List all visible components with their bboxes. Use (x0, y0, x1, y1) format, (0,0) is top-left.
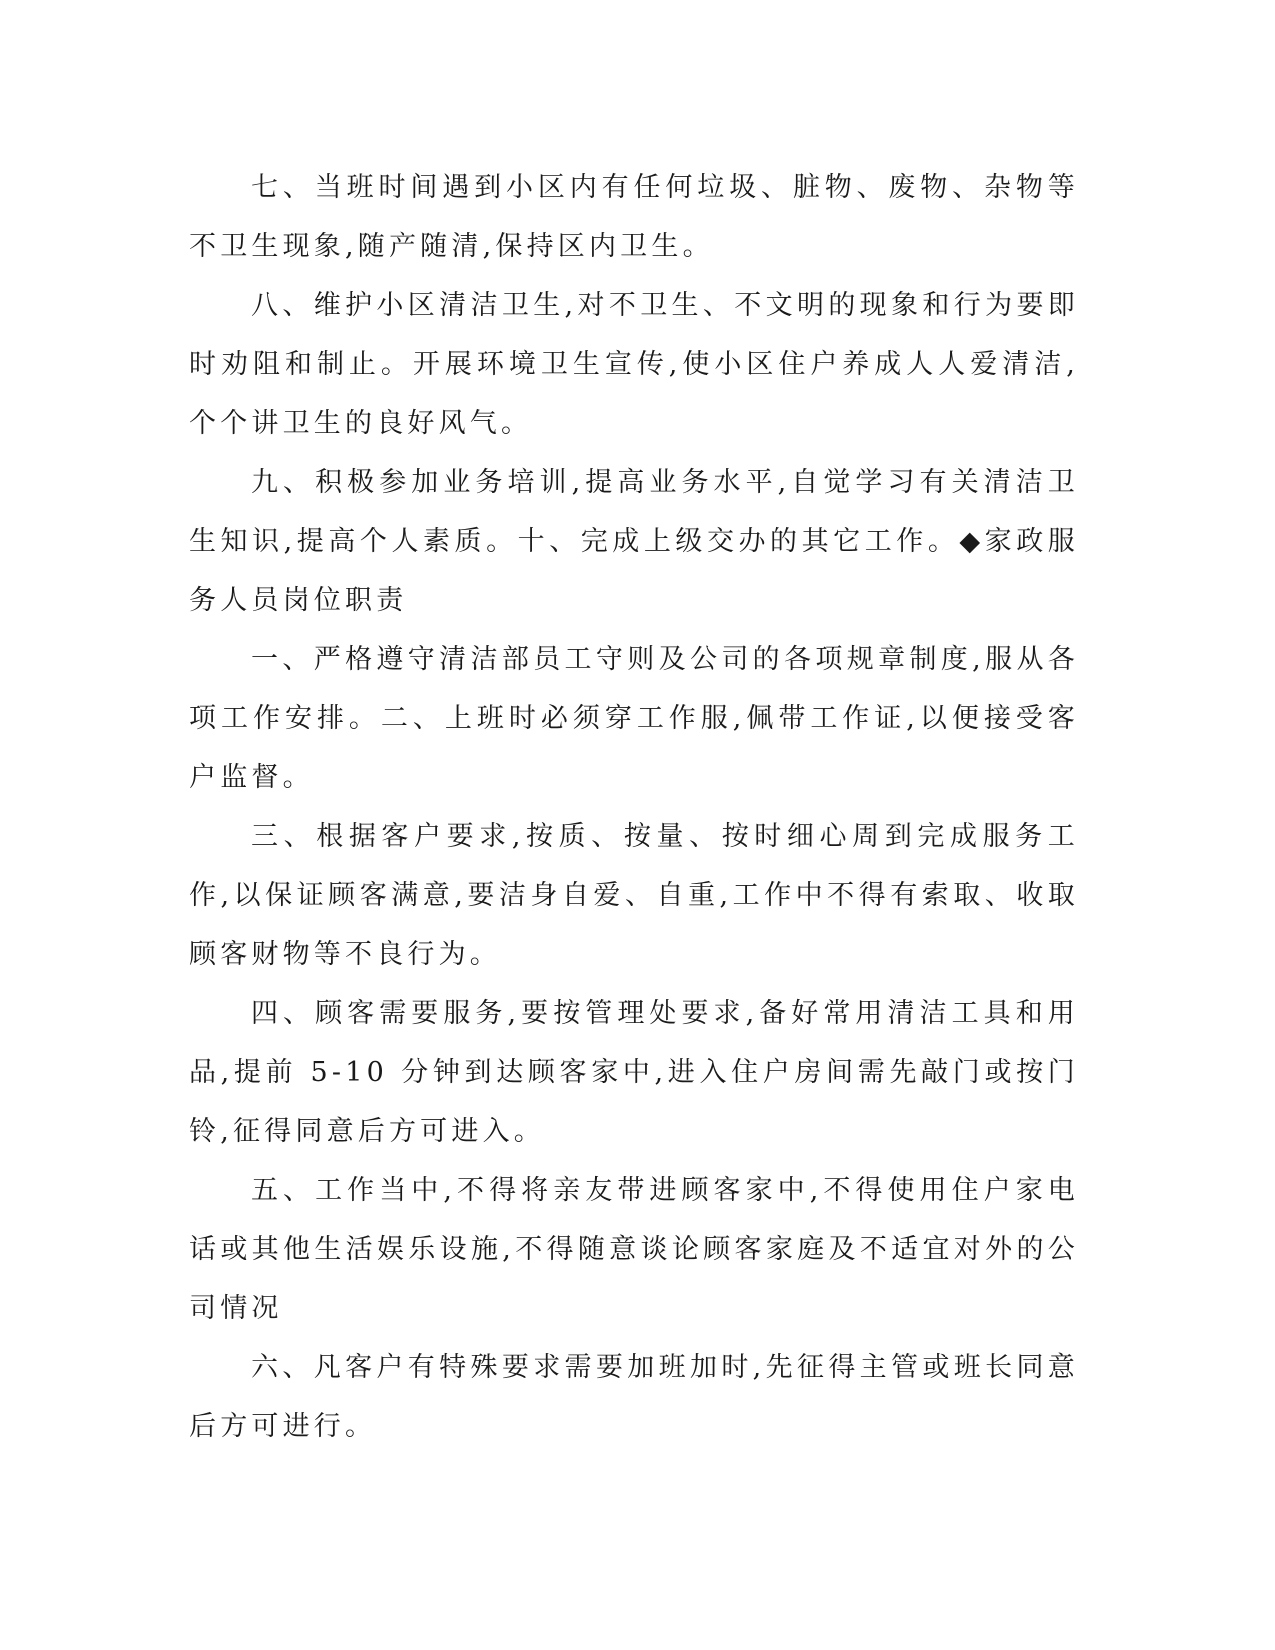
paragraph-3-customer-requirements: 三、根据客户要求,按质、按量、按时细心周到完成服务工作,以保证顾客满意,要洁身自爱、自重,工作中不得有索取、收取顾客财物等不良行为。 (189, 821, 1079, 970)
paragraph-4-service-preparation: 四、顾客需要服务,要按管理处要求,备好常用清洁工具和用品,提前 5-10 分钟到达顾客家中,进入住户房间需先敲门或按门铃,征得同意后方可进入。 (189, 998, 1079, 1147)
document-body (189, 158, 1079, 1456)
paragraph-7-duty-hygiene: 七、当班时间遇到小区内有任何垃圾、脏物、废物、杂物等不卫生现象,随产随清,保持区内卫生。 (189, 172, 1079, 262)
paragraph-9-training: 九、积极参加业务培训,提高业务水平,自觉学习有关清洁卫生知识,提高个人素质。十、完成上级交办的其它工作。◆家政服务人员岗位职责 (189, 467, 1079, 616)
paragraph-6-overtime: 六、凡客户有特殊要求需要加班加时,先征得主管或班长同意后方可进行。 (189, 1352, 1079, 1442)
paragraph-1-rules: 一、严格遵守清洁部员工守则及公司的各项规章制度,服从各项工作安排。二、上班时必须穿工作服,佩带工作证,以便接受客户监督。 (189, 644, 1079, 793)
paragraph-8-maintain-cleanliness: 八、维护小区清洁卫生,对不卫生、不文明的现象和行为要即时劝阻和制止。开展环境卫生宣传,使小区住户养成人人爱清洁,个个讲卫生的良好风气。 (189, 290, 1079, 439)
paragraph-5-conduct: 五、工作当中,不得将亲友带进顾客家中,不得使用住户家电话或其他生活娱乐设施,不得随意谈论顾客家庭及不适宜对外的公司情况 (189, 1175, 1079, 1324)
